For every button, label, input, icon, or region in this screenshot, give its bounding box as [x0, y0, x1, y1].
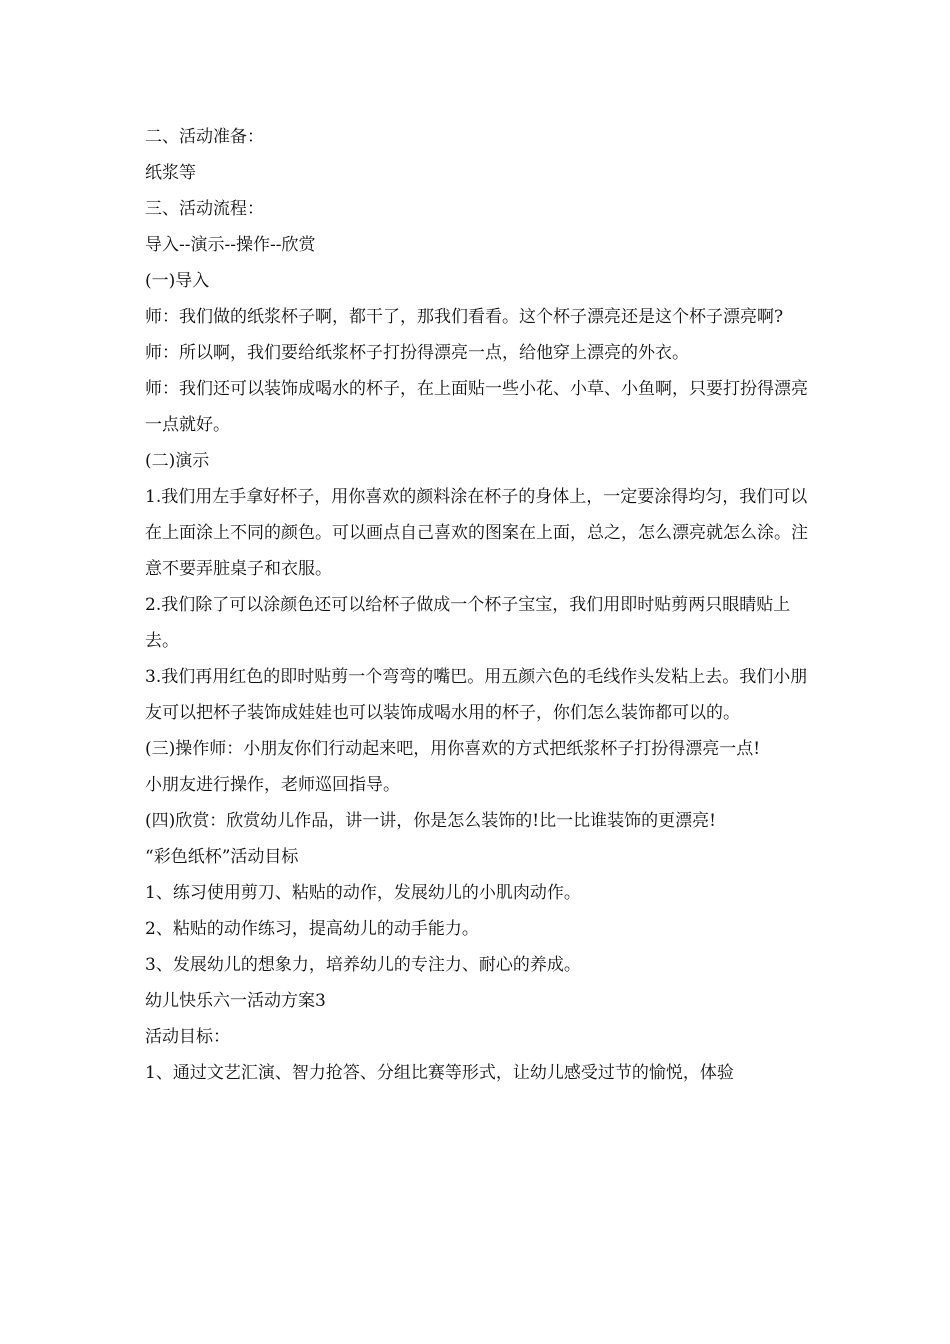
- subheading-intro: (一)导入: [145, 271, 210, 291]
- section-heading-preparation: 二、活动准备：: [145, 127, 264, 147]
- paragraph: 小朋友进行操作，老师巡回指导。: [145, 775, 400, 795]
- list-item: 1、通过文艺汇演、智力抢答、分组比赛等形式，让幼儿感受过节的愉悦，体验: [145, 1063, 734, 1083]
- paragraph: 师：所以啊，我们要给纸浆杯子打扮得漂亮一点，给他穿上漂亮的外衣。: [145, 343, 689, 363]
- subheading-demo: (二)演示: [145, 451, 210, 471]
- paragraph: 师：我们做的纸浆杯子啊，都干了，那我们看看。这个杯子漂亮还是这个杯子漂亮啊?: [145, 307, 784, 327]
- section-heading-goals: “彩色纸杯”活动目标: [145, 847, 299, 867]
- paragraph: 3.我们再用红色的即时贴剪一个弯弯的嘴巴。用五颜六色的毛线作头发粘上去。我们小朋友可以把杯子装饰成娃娃也可以装饰成喝水用的杯子，你们怎么装饰都可以的。: [145, 667, 808, 723]
- section-heading-objectives: 活动目标：: [145, 1027, 230, 1047]
- list-item: 3、发展幼儿的想象力，培养幼儿的专注力、耐心的养成。: [145, 955, 581, 975]
- paragraph: (四)欣赏：欣赏幼儿作品，讲一讲，你是怎么装饰的!比一比谁装饰的更漂亮!: [145, 811, 716, 831]
- section-heading-process: 三、活动流程：: [145, 199, 264, 219]
- plan-title: 幼儿快乐六一活动方案3: [145, 991, 326, 1011]
- document-body: [145, 119, 820, 1091]
- list-item: 2、粘贴的动作练习，提高幼儿的动手能力。: [145, 919, 479, 939]
- paragraph: 导入--演示--操作--欣赏: [145, 235, 316, 255]
- paragraph: 师：我们还可以装饰成喝水的杯子，在上面贴一些小花、小草、小鱼啊，只要打扮得漂亮一点就好。: [145, 379, 808, 435]
- paragraph: (三)操作师：小朋友你们行动起来吧，用你喜欢的方式把纸浆杯子打扮得漂亮一点!: [145, 739, 761, 759]
- paragraph: 1.我们用左手拿好杯子，用你喜欢的颜料涂在杯子的身体上，一定要涂得均匀，我们可以在上面涂上不同的颜色。可以画点自己喜欢的图案在上面，总之，怎么漂亮就怎么涂。注意不要弄脏桌子和衣服。: [145, 487, 808, 579]
- list-item: 1、练习使用剪刀、粘贴的动作，发展幼儿的小肌肉动作。: [145, 883, 581, 903]
- paragraph: 纸浆等: [145, 163, 196, 183]
- paragraph: 2.我们除了可以涂颜色还可以给杯子做成一个杯子宝宝，我们用即时贴剪两只眼睛贴上去。: [145, 595, 791, 651]
